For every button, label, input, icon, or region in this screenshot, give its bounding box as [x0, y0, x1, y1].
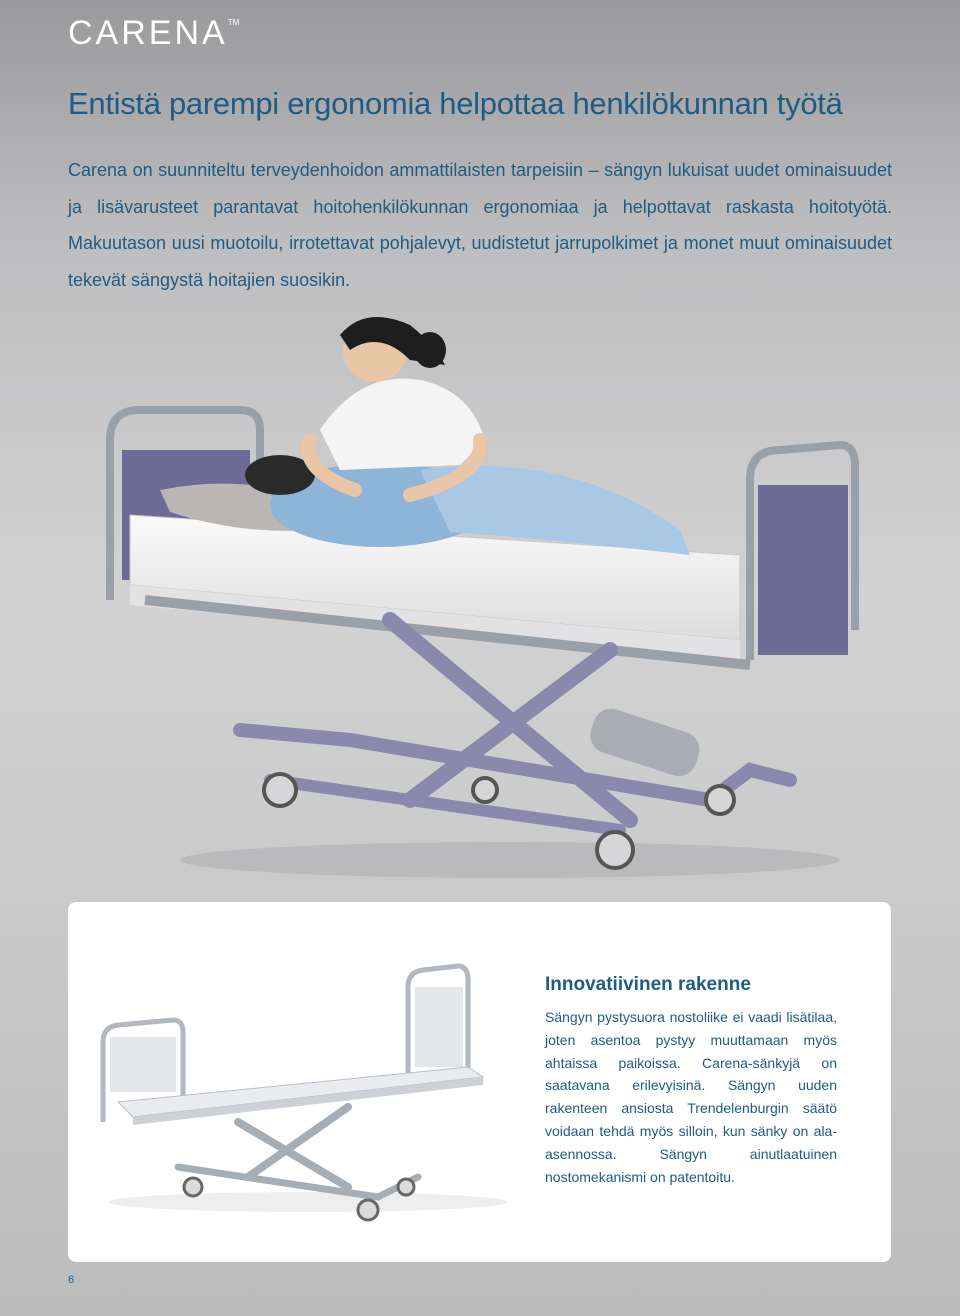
foot-end-board — [750, 445, 855, 660]
hero-bed-photo — [90, 300, 880, 880]
logo-text: CARENA — [68, 14, 228, 52]
page-number: 6 — [68, 1274, 75, 1286]
bed-frame-illustration — [88, 952, 528, 1222]
feature-card — [68, 902, 891, 1262]
intro-paragraph: Carena on suunniteltu terveydenhoidon ammattilaisten tarpeisiin – sängyn lukuisat uudet ominaisuudet ja lisävarusteet parantavat hoitohenkilökunnan ergonomiaa ja helpottavat raskasta hoitotyötä. Makuutason uusi muotoilu, irrotettavat pohjalevyt, uudistetut jarrupolkimet ja monet muut ominaisuudet tekevät sängystä hoitajien suosikin. — [68, 160, 892, 290]
feature-card-text — [545, 974, 837, 1188]
trademark-mark: TM — [227, 18, 240, 27]
feature-card-body: Sängyn pystysuora nostoliike ei vaadi lisätilaa, joten asentoa pystyy muuttamaan myös ahtaissa paikoissa. Carena-sänkyjä on saatavana erilevyisinä. Sängyn uuden rakenteen ansiosta Trendelenburgin säätö voidaan tehdä myös silloin, kun sänky on ala-asennossa. Sängyn ainutlaatuinen nostomekanismi on patentoitu. — [545, 1009, 837, 1185]
page-headline: Entistä parempi ergonomia helpottaa henkilökunnan työtä — [68, 86, 843, 121]
carena-logo — [68, 14, 239, 53]
feature-card-title: Innovatiivinen rakenne — [545, 974, 751, 995]
